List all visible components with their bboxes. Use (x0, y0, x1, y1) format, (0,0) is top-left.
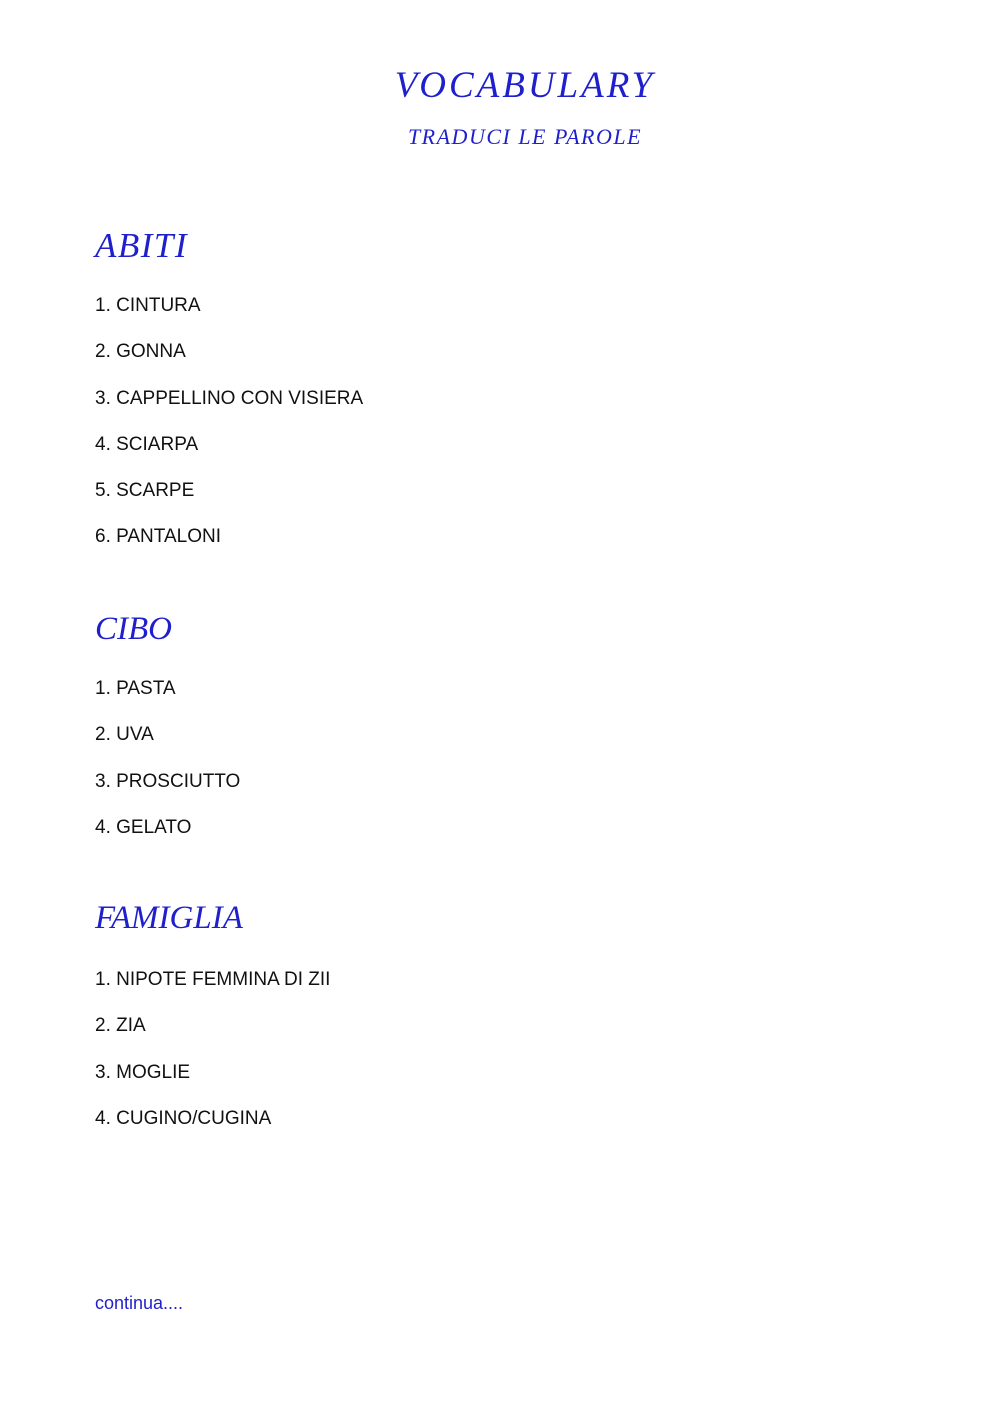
famiglia-word-list (95, 968, 330, 1153)
list-item: 2. GONNA (95, 341, 186, 363)
page-subtitle: TRADUCI LE PAROLE (407, 124, 643, 149)
section-title-famiglia: FAMIGLIA (95, 900, 243, 936)
list-item: 2. UVA (95, 724, 154, 746)
section-title-abiti: ABITI (95, 226, 189, 265)
list-item: 3. CAPPELLINO CON VISIERA (95, 387, 364, 409)
list-item: 4. SCIARPA (95, 433, 199, 455)
list-item: 1. PASTA (95, 678, 176, 699)
list-item: 3. PROSCIUTTO (95, 770, 241, 792)
list-item: 3. MOGLIE (95, 1061, 191, 1083)
list-item: 4. GELATO (95, 816, 192, 838)
list-item: 1. CINTURA (95, 295, 201, 316)
list-item: 1. NIPOTE FEMMINA DI ZII (95, 969, 331, 990)
abiti-word-list (95, 294, 363, 572)
list-item: 6. PANTALONI (95, 526, 221, 548)
cibo-word-list (95, 677, 240, 862)
page-title: VOCABULARY (394, 65, 656, 106)
section-title-cibo: CIBO (95, 611, 172, 647)
list-item: 2. ZIA (95, 1015, 146, 1037)
continue-note: continua.... (95, 1293, 184, 1313)
list-item: 4. CUGINO/CUGINA (95, 1107, 272, 1129)
list-item: 5. SCARPE (95, 480, 195, 502)
